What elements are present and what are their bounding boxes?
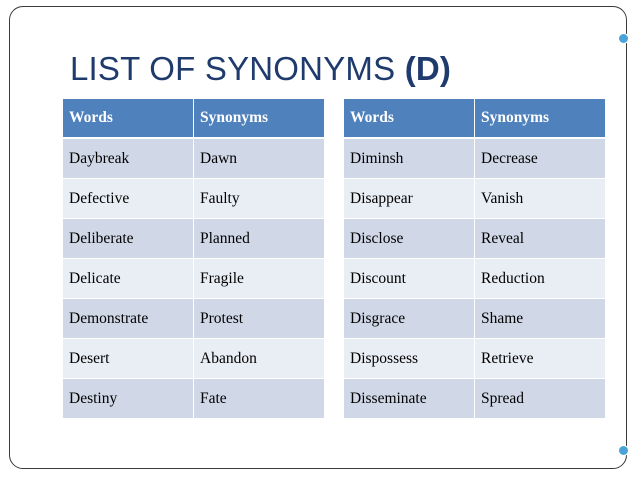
frame-tick-bottom [618,445,629,456]
table-row [63,379,325,419]
synonym-cell: Faulty [194,179,325,219]
word-cell: Desert [63,339,194,379]
synonyms-table-right [344,99,606,419]
table-row [63,299,325,339]
table-row [63,139,325,179]
column-header-synonyms: Synonyms [475,99,606,139]
frame-tick-top [618,33,629,44]
word-cell: Delicate [63,259,194,299]
table-row [63,179,325,219]
table-row [63,339,325,379]
synonym-cell: Dawn [194,139,325,179]
table-row [344,259,606,299]
synonym-cell: Retrieve [475,339,606,379]
synonym-cell: Fate [194,379,325,419]
word-cell: Disseminate [344,379,475,419]
word-cell: Destiny [63,379,194,419]
synonym-cell: Planned [194,219,325,259]
table-row [344,219,606,259]
synonym-cell: Vanish [475,179,606,219]
synonym-cell: Reduction [475,259,606,299]
synonym-cell: Abandon [194,339,325,379]
synonym-cell: Decrease [475,139,606,179]
table-row [63,219,325,259]
column-header-words: Words [63,99,194,139]
table-row [344,339,606,379]
word-cell: Disclose [344,219,475,259]
synonym-cell: Fragile [194,259,325,299]
table-row [344,299,606,339]
word-cell: Diminsh [344,139,475,179]
table-header-row [344,99,606,139]
synonyms-table-left [63,99,325,419]
table-row [344,179,606,219]
word-cell: Daybreak [63,139,194,179]
table-row [344,139,606,179]
slide-title-main: LIST OF SYNONYMS [70,50,405,87]
word-cell: Defective [63,179,194,219]
word-cell: Dispossess [344,339,475,379]
synonym-cell: Reveal [475,219,606,259]
synonym-cell: Spread [475,379,606,419]
table-row [63,259,325,299]
table-row [344,379,606,419]
slide-title-letter: (D) [404,50,452,87]
word-cell: Disappear [344,179,475,219]
column-header-synonyms: Synonyms [194,99,325,139]
word-cell: Demonstrate [63,299,194,339]
slide-title [70,50,451,88]
word-cell: Discount [344,259,475,299]
synonym-cell: Protest [194,299,325,339]
column-header-words: Words [344,99,475,139]
word-cell: Disgrace [344,299,475,339]
synonym-cell: Shame [475,299,606,339]
word-cell: Deliberate [63,219,194,259]
table-header-row [63,99,325,139]
